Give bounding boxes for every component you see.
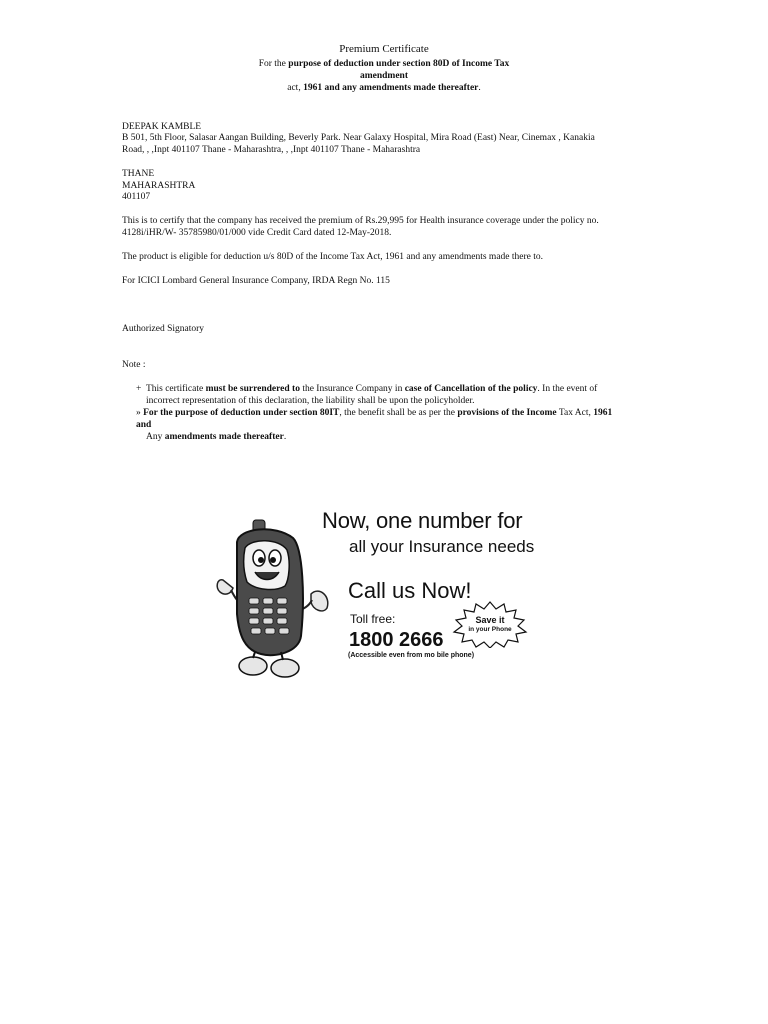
customer-address-line-1: B 501, 5th Floor, Salasar Aangan Building, Beverly Park. Near Galaxy Hospital, Mira Road (East) Near, Cinemax , Kanakia bbox=[122, 133, 595, 143]
customer-city: THANE bbox=[122, 169, 155, 179]
note-2-line-3: Any amendments made thereafter. bbox=[146, 432, 287, 442]
customer-name: DEEPAK KAMBLE bbox=[122, 122, 202, 132]
ad-headline-1: Now, one number for bbox=[322, 508, 523, 533]
certify-line-2: 4128i/iHR/W- 35785980/01/000 vide Credit Card dated 12-May-2018. bbox=[122, 228, 392, 238]
page-title: Premium Certificate bbox=[339, 43, 429, 55]
certify-line-1: This is to certify that the company has received the premium of Rs.29,995 for Health insurance coverage under the policy no. bbox=[122, 216, 599, 226]
phone-mascot-icon bbox=[215, 518, 335, 683]
badge-in-your-phone: in your Phone bbox=[468, 626, 512, 633]
ad-headline-2: all your Insurance needs bbox=[349, 537, 535, 556]
customer-pincode: 401107 bbox=[122, 192, 151, 202]
company-line: For ICICI Lombard General Insurance Company, IRDA Regn No. 115 bbox=[122, 276, 390, 286]
authorized-signatory: Authorized Signatory bbox=[122, 324, 205, 334]
badge-save-it: Save it bbox=[475, 615, 505, 625]
ad-call-us: Call us Now! bbox=[348, 578, 472, 603]
eligibility-line: The product is eligible for deduction u/s 80D of the Income Tax Act, 1961 and any amendments made there to. bbox=[122, 252, 544, 262]
note-2: » For the purpose of deduction under section 80IT, the benefit shall be as per the provisions of the Income Tax Act, 1961 bbox=[136, 408, 613, 418]
note-1-marker: + bbox=[136, 384, 142, 394]
ad-accessible-note: (Accessible even from mo bile phone) bbox=[348, 652, 475, 659]
note-label: Note : bbox=[122, 360, 146, 370]
note-1: + This certificate must be surrendered to the Insurance Company in case of Cancellation of the policy. In the event of bbox=[136, 384, 598, 394]
note-2-line-2: and bbox=[136, 420, 152, 430]
customer-state: MAHARASHTRA bbox=[122, 181, 196, 191]
purpose-line-2: amendment bbox=[359, 71, 409, 81]
note-2-marker: » bbox=[136, 408, 141, 418]
note-1-line-2: incorrect representation of this declaration, the liability shall be upon the policyholder. bbox=[146, 396, 475, 406]
ad-toll-number: 1800 2666 bbox=[349, 629, 444, 651]
purpose-line-3: act, 1961 and any amendments made thereafter. bbox=[287, 83, 481, 93]
customer-address-line-2: Road, , ,Inpt 401107 Thane - Maharashtra, , ,Inpt 401107 Thane - Maharashtra bbox=[122, 145, 421, 155]
purpose-line-1: For the purpose of deduction under section 80D of Income Tax bbox=[258, 59, 510, 69]
ad-toll-label: Toll free: bbox=[350, 612, 396, 626]
